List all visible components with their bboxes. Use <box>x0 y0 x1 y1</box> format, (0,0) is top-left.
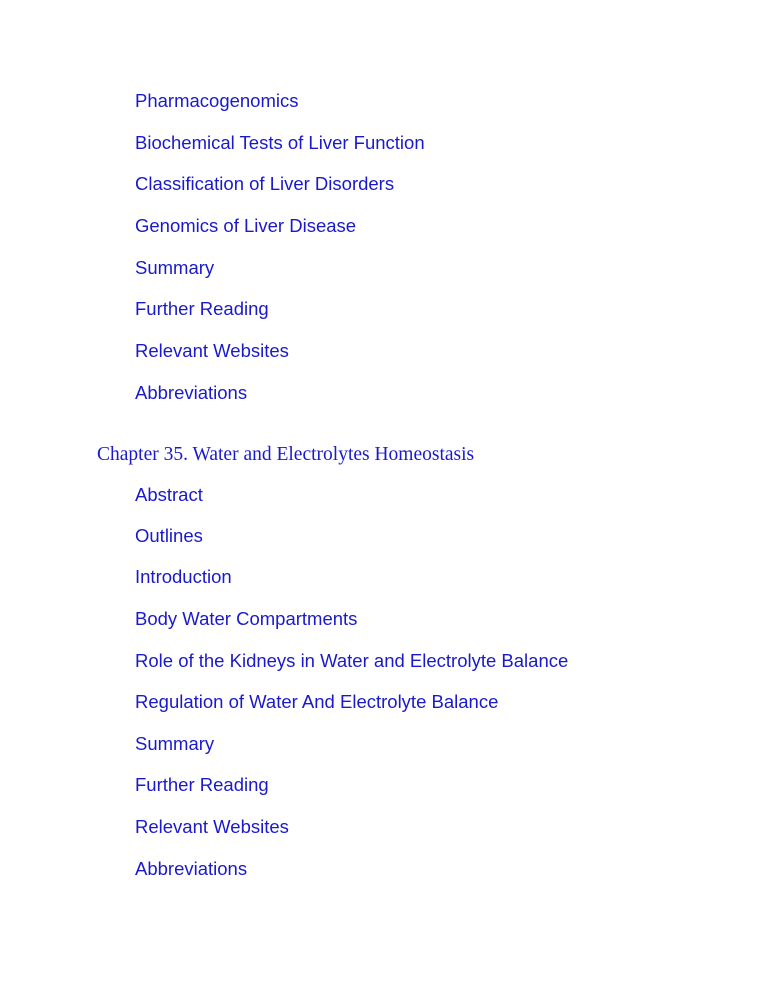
toc-link-regulation-water-electrolyte[interactable]: Regulation of Water And Electrolyte Balance <box>135 691 499 712</box>
toc-link-classification-liver-disorders[interactable]: Classification of Liver Disorders <box>135 173 395 194</box>
toc-link-biochemical-tests[interactable]: Biochemical Tests of Liver Function <box>135 132 425 153</box>
chapter-heading[interactable]: Chapter 35. Water and Electrolytes Homeostasis <box>97 444 475 465</box>
toc-link-relevant-websites[interactable]: Relevant Websites <box>135 340 289 361</box>
toc-link-further-reading[interactable]: Further Reading <box>135 774 269 795</box>
toc-link-relevant-websites[interactable]: Relevant Websites <box>135 816 289 837</box>
toc-link-genomics-liver-disease[interactable]: Genomics of Liver Disease <box>135 215 357 236</box>
toc-link-further-reading[interactable]: Further Reading <box>135 298 269 319</box>
toc-link-abbreviations[interactable]: Abbreviations <box>135 382 248 403</box>
toc-link-outlines[interactable]: Outlines <box>135 525 203 546</box>
toc-link-abstract[interactable]: Abstract <box>135 484 203 505</box>
toc-link-role-of-kidneys[interactable]: Role of the Kidneys in Water and Electrolyte Balance <box>135 650 569 671</box>
toc-link-summary[interactable]: Summary <box>135 733 215 754</box>
toc-link-introduction[interactable]: Introduction <box>135 566 232 587</box>
toc-link-summary[interactable]: Summary <box>135 257 215 278</box>
toc-link-pharmacogenomics[interactable]: Pharmacogenomics <box>135 90 299 111</box>
toc-link-body-water-compartments[interactable]: Body Water Compartments <box>135 608 358 629</box>
toc-link-abbreviations[interactable]: Abbreviations <box>135 858 248 879</box>
